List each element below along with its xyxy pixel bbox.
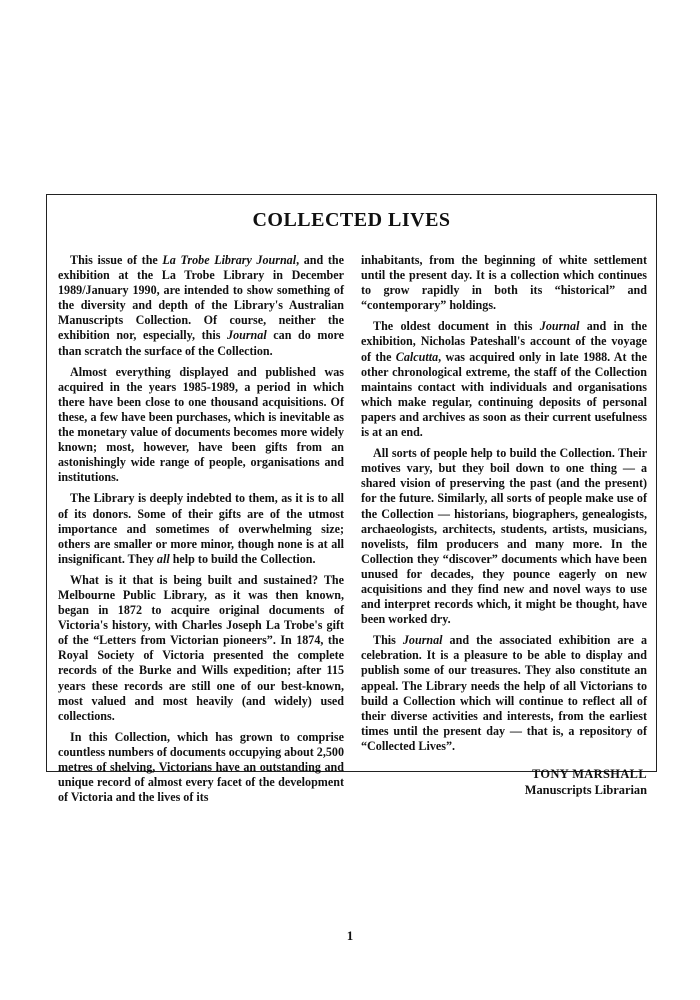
paragraph-continuation: inhabitants, from the beginning of white settlement until the present day. It is a collection which continues to grow rapidly in both its “historical” and “contemporary” holdings. <box>361 253 647 313</box>
paragraph-oldest-document <box>361 319 647 440</box>
author-role: Manuscripts Librarian <box>524 783 647 797</box>
text-run: The oldest document in this <box>373 319 540 334</box>
ship-name-italic: Calcutta <box>395 349 439 364</box>
journal-italic: Journal <box>402 633 443 648</box>
paragraph-celebration <box>361 633 647 754</box>
paragraph-acquisitions: Almost everything displayed and published was acquired in the years 1985-1989, a period in which there have been close to one thousand acquisitions. Of these, a few have been purchases, which is inevitable as the monetary value of documents becomes more widely known; most, however, have been gifts from an astonishingly wide range of people, organisations and institutions. <box>58 364 344 485</box>
journal-italic: Journal <box>539 319 580 334</box>
paragraph-donors <box>58 491 344 566</box>
column-right <box>361 253 647 811</box>
paragraph-collection: In this Collection, which has grown to comprise countless numbers of documents occupying about 2,500 metres of shelving, Victorians have an outstanding and unique record of almost every facet of the development of Victoria and the lives of its <box>58 729 344 805</box>
author-name: TONY MARSHALL <box>531 767 647 781</box>
text-run: and in the exhibition, Nicholas Pateshall's account of the voyage of the <box>361 319 648 364</box>
article-frame <box>46 194 657 805</box>
paragraph-intro <box>58 253 344 359</box>
article-title: COLLECTED LIVES <box>252 209 451 231</box>
paragraph-people: All sorts of people help to build the Collection. Their motives vary, but they boil down to one thing — a shared vision of preserving the past (and the present) for the future. Similarly, all sorts of people make use of the Collection — historians, biographers, genealogists, archaeologists, architects, students, artists, musicians, novelists, film producers and many more. In the Collection they “discover” documents which have been unused for decades, they pounce eagerly on new acquisitions and they find new and novel ways to use and interpret records which, it might be thought, have been worked dry. <box>361 446 647 627</box>
journal-italic: Journal <box>227 328 267 343</box>
text-run: help to build the Collection. <box>169 551 316 566</box>
text-run: , was acquired only in late 1988. At the other chronological extreme, the staff of the Collection maintains contact with individuals and organisations which make regular, continuing deposits of personal papers and archives as soon as their current usefulness is at an end. <box>361 349 647 440</box>
paragraph-history: What is it that is being built and sustained? The Melbourne Public Library, as it was then known, began in 1872 to acquire original documents of Victoria's history, with Charles Joseph La Trobe's gift of the “Letters from Victorian pioneers”. In 1874, the Royal Society of Victoria presented the complete records of the Burke and Wills expedition; after 115 years these records are still one of our best-known, most valued and most heavily (and widely) used collections. <box>58 572 344 723</box>
text-run: This issue of the <box>70 253 163 267</box>
page-number: 1 <box>346 928 354 943</box>
journal-title-italic: La Trobe Library Journal <box>162 253 297 267</box>
column-left <box>58 253 344 811</box>
text-run: , and the exhibition at the La Trobe Library in December 1989/January 1990, are intended to show something of the diversity and depth of the Library's Australian Manuscripts Collection. Of course, neither the exhibition nor, especially, this <box>58 253 344 343</box>
author-signoff <box>361 766 647 798</box>
emphasis-italic: all <box>156 551 170 566</box>
text-run: The Library is deeply indebted to them, as it is to all of its donors. Some of their gifts are of the utmost importance and sometimes of overwhelming size; others are smaller or more minor, though none is at all insignificant. They <box>58 491 344 566</box>
text-run: can do more than scratch the surface of the Collection. <box>58 328 345 358</box>
text-run: and the associated exhibition are a celebration. It is a pleasure to be able to display and publish some of our treasures. They also constitute an appeal. The Library needs the help of all Victorians to build a Collection which will continue to reflect all of their diverse activities and interests, from the earliest times until the present day — that is, a repository of “Collected Lives”. <box>361 633 647 753</box>
text-run: This <box>373 633 403 648</box>
article-columns <box>58 253 647 811</box>
